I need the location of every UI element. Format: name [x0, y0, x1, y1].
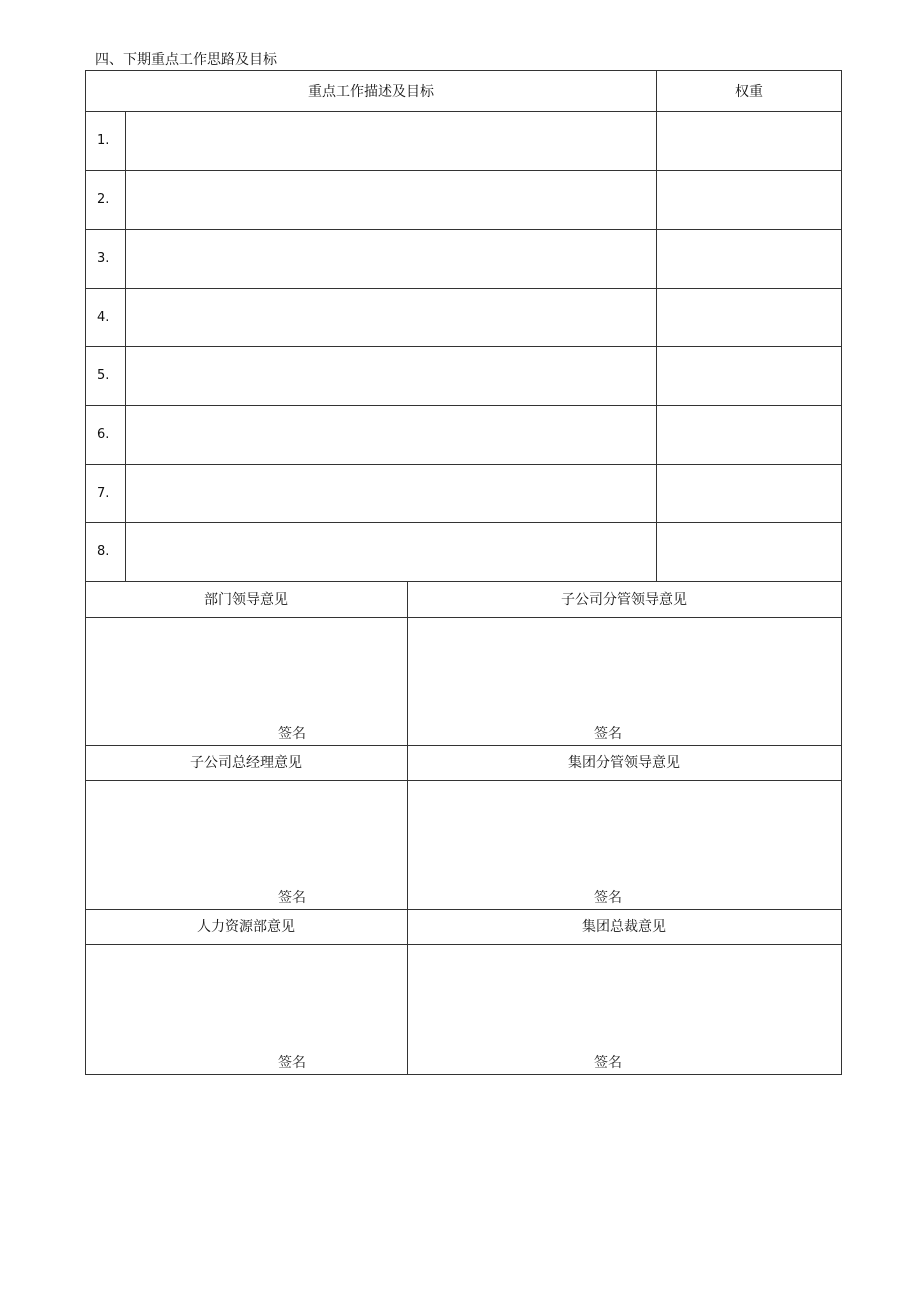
signature-label: 签名 — [278, 726, 306, 742]
row-divider — [85, 745, 842, 746]
row-divider — [85, 288, 842, 289]
dept-leader-opinion-header: 部门领导意见 — [204, 592, 288, 608]
row-divider — [85, 617, 842, 618]
opinion-column-divider — [407, 581, 408, 1075]
row-divider — [85, 944, 842, 945]
row-divider — [85, 909, 842, 910]
signature-label: 签名 — [278, 1055, 306, 1071]
signature-label: 签名 — [594, 890, 622, 906]
row-divider — [85, 346, 842, 347]
row-divider — [85, 229, 842, 230]
row-divider — [85, 111, 842, 112]
sub-gm-opinion-header: 子公司总经理意见 — [190, 755, 302, 771]
goal-row-number: 7. — [97, 486, 110, 501]
row-divider — [85, 581, 842, 582]
hr-opinion-header: 人力资源部意见 — [197, 919, 295, 935]
weight-header: 权重 — [735, 84, 763, 100]
row-divider — [85, 405, 842, 406]
section-title: 四、下期重点工作思路及目标 — [95, 52, 277, 68]
sub-supervisor-opinion-header: 子公司分管领导意见 — [561, 592, 687, 608]
row-divider — [85, 780, 842, 781]
signature-label: 签名 — [594, 726, 622, 742]
number-column-divider — [125, 111, 126, 581]
group-supervisor-opinion-header: 集团分管领导意见 — [568, 755, 680, 771]
row-divider — [85, 464, 842, 465]
group-president-opinion-header: 集团总裁意见 — [582, 919, 666, 935]
weight-column-divider — [656, 70, 657, 581]
goal-row-number: 1. — [97, 133, 110, 148]
signature-label: 签名 — [278, 890, 306, 906]
goal-row-number: 2. — [97, 192, 110, 207]
row-divider — [85, 170, 842, 171]
description-header: 重点工作描述及目标 — [308, 84, 434, 100]
goal-row-number: 3. — [97, 251, 110, 266]
goal-row-number: 5. — [97, 368, 110, 383]
goal-row-number: 4. — [97, 310, 110, 325]
goal-row-number: 8. — [97, 544, 110, 559]
signature-label: 签名 — [594, 1055, 622, 1071]
goal-row-number: 6. — [97, 427, 110, 442]
row-divider — [85, 522, 842, 523]
